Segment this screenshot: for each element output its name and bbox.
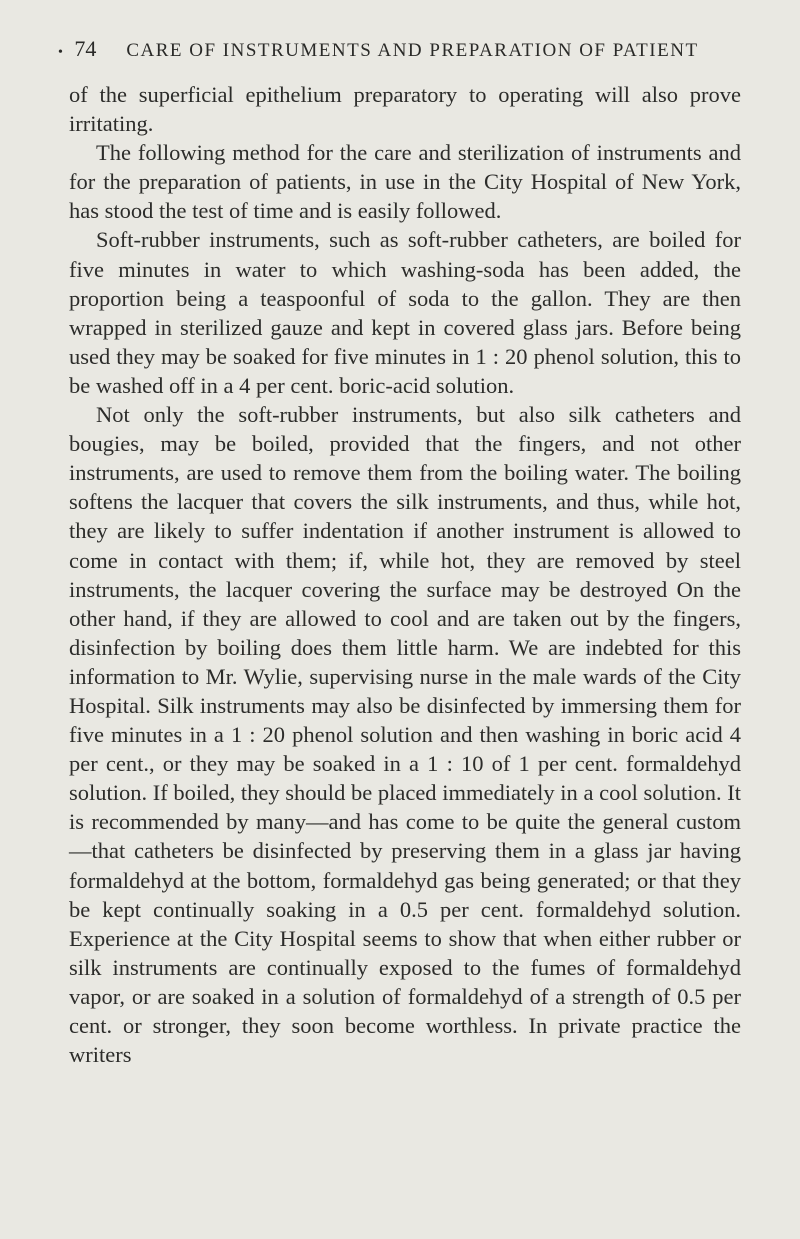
running-header bbox=[58, 36, 758, 66]
paragraph-method: The following method for the care and sterilization of instruments and for the preparation of patients, in use in the City Hospital of New York, has stood the test of time and is easily followed. bbox=[69, 140, 741, 224]
body-text bbox=[69, 80, 741, 1069]
paragraph-continuation: of the superficial epithelium preparatory to operating will also prove irritating. bbox=[69, 82, 741, 137]
page-number: 74 bbox=[74, 36, 97, 61]
header-bullet: • bbox=[58, 45, 65, 60]
running-title: CARE OF INSTRUMENTS AND PREPARATION OF PATIENT bbox=[126, 40, 699, 61]
paragraph-silk-catheters: Not only the soft-rubber instruments, but also silk catheters and bougies, may be boiled, provided that the fingers, and not other instruments, are used to remove them from the boiling water. The boiling softens the lacquer that covers the silk instruments, and thus, while hot, they are likely to suffer indentation if another instrument is allowed to come in contact with them; if, while hot, they are removed by steel instruments, the lacquer covering the surface may be destroyed On the other hand, if they are allowed to cool and are taken out by the fingers, disinfection by boiling does them little harm. We are indebted for this information to Mr. Wylie, supervising nurse in the male wards of the City Hospital. Silk instruments may also be disinfected by immersing them for five minutes in a 1 : 20 phenol solution and then washing in boric acid 4 per cent., or they may be soaked in a 1 : 10 of 1 per cent. formaldehyd solution. If boiled, they should be placed immediately in a cool solution. It is recommended by many—and has come to be quite the general custom—that catheters be disinfected by preserving them in a glass jar having formaldehyd at the bottom, formaldehyd gas being generated; or that they be kept continually soaking in a 0.5 per cent. formaldehyd solution. Experience at the City Hospital seems to show that when either rubber or silk instruments are continually exposed to the fumes of formaldehyd vapor, or are soaked in a solution of formaldehyd of a strength of 0.5 per cent. or stronger, they soon become worthless. In private practice the writers bbox=[69, 402, 741, 1068]
paragraph-soft-rubber: Soft-rubber instruments, such as soft-rubber catheters, are boiled for five minutes in water to which washing-soda has been added, the proportion being a teaspoonful of soda to the gallon. They are then wrapped in sterilized gauze and kept in covered glass jars. Before being used they may be soaked for five minutes in 1 : 20 phenol solution, this to be washed off in a 4 per cent. boric-acid solution. bbox=[69, 227, 741, 398]
